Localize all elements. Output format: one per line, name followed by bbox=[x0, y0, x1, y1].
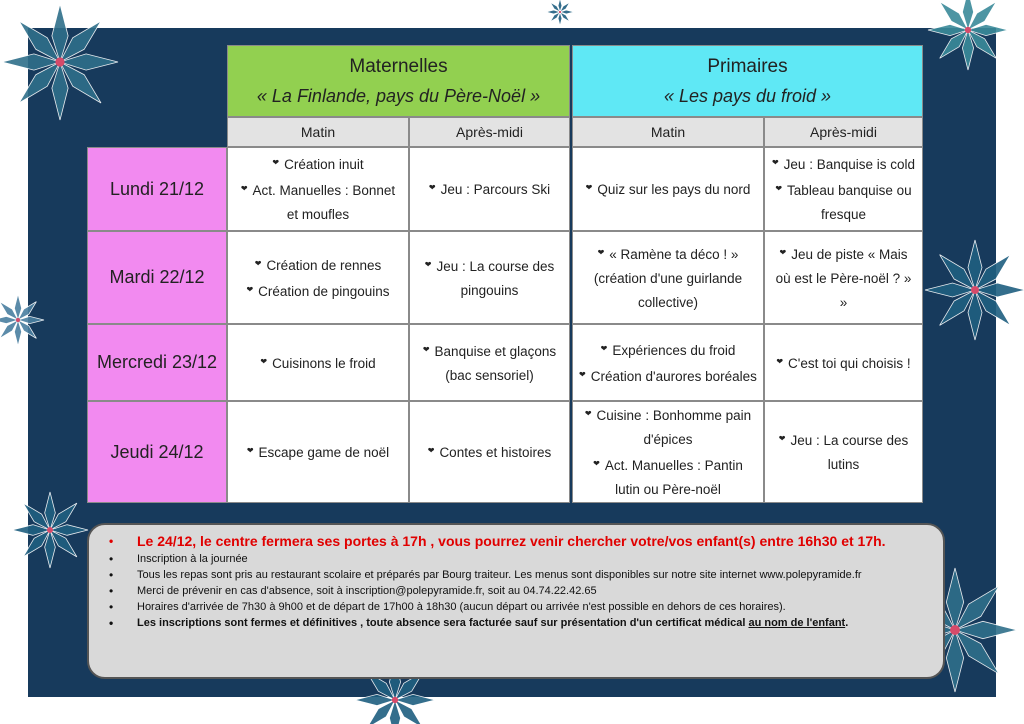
snowflake-icon bbox=[2, 4, 118, 120]
primaires-title: Primaires bbox=[707, 55, 788, 77]
activity-cell-pri-am bbox=[764, 231, 923, 324]
maternelles-header bbox=[227, 45, 570, 117]
activity-item: ❤ Cuisine : Bonhomme pain d'épices bbox=[579, 402, 757, 452]
activity-cell-mat-am bbox=[409, 231, 570, 324]
pri-matin-header: Matin bbox=[572, 117, 764, 147]
activity-item: ❤ Jeu : La course des pingouins bbox=[416, 253, 563, 303]
maternelles-title: Maternelles bbox=[349, 55, 448, 77]
activity-cell-pri-matin bbox=[572, 147, 764, 231]
activity-cell-pri-am bbox=[764, 147, 923, 231]
activity-item: ❤ Escape game de noël bbox=[247, 439, 389, 465]
activity-cell-mat-am bbox=[409, 324, 570, 401]
snowflake-icon bbox=[928, 0, 1008, 70]
day-label: Mercredi 23/12 bbox=[87, 324, 227, 401]
primaires-header bbox=[572, 45, 923, 117]
final-notice-end: . bbox=[845, 617, 849, 629]
activity-item: ❤ Création de pingouins bbox=[246, 278, 389, 304]
day-label: Lundi 21/12 bbox=[87, 147, 227, 231]
snowflake-icon bbox=[925, 240, 1024, 340]
activity-item: ❤ Création de rennes bbox=[255, 252, 382, 278]
activity-item: ❤ Contes et histoires bbox=[428, 439, 552, 465]
activity-cell-mat-matin bbox=[227, 324, 409, 401]
activity-cell-pri-matin bbox=[572, 324, 764, 401]
snowflake-icon bbox=[12, 492, 88, 568]
absence-notice: • Merci de prévenir en cas d'absence, soit à inscription@polepyramide.fr, soit au 04.74.22.42.65 bbox=[109, 583, 929, 599]
final-notice-main: Les inscriptions sont fermes et définitives , toute absence sera facturée sauf sur présentation d'un certificat médical bbox=[137, 617, 749, 629]
activity-item: ❤ « Ramène ta déco ! » (création d'une guirlande collective) bbox=[579, 241, 757, 315]
activity-item: ❤ Création inuit bbox=[272, 151, 363, 177]
activity-cell-mat-matin bbox=[227, 231, 409, 324]
hours-notice: • Horaires d'arrivée de 7h30 à 9h00 et de départ de 17h00 à 18h30 (aucun départ ou arrivée n'est possible en dehors de ces horaires). bbox=[109, 599, 929, 615]
activity-cell-mat-matin bbox=[227, 401, 409, 503]
activity-cell-pri-matin bbox=[572, 401, 764, 503]
activity-item: ❤ Banquise et glaçons (bac sensoriel) bbox=[416, 338, 563, 388]
pri-am-header: Après-midi bbox=[764, 117, 923, 147]
activity-item: ❤ Cuisinons le froid bbox=[260, 350, 375, 376]
activity-item: ❤ Création d'aurores boréales bbox=[579, 363, 757, 389]
activity-item: ❤ Act. Manuelles : Bonnet et moufles bbox=[234, 177, 402, 227]
day-label: Mardi 22/12 bbox=[87, 231, 227, 324]
activity-item: ❤ Expériences du froid bbox=[601, 337, 736, 363]
activity-cell-mat-am bbox=[409, 147, 570, 231]
final-notice-underlined: au nom de l'enfant bbox=[748, 617, 846, 629]
activity-item: ❤ Jeu de piste « Mais où est le Père-noël ? » » bbox=[771, 241, 916, 315]
activity-item: ❤ Quiz sur les pays du nord bbox=[586, 176, 751, 202]
activity-cell-pri-am bbox=[764, 324, 923, 401]
final-notice bbox=[109, 615, 929, 631]
snowflake-icon bbox=[0, 294, 44, 346]
activity-cell-mat-am bbox=[409, 401, 570, 503]
info-box bbox=[87, 523, 945, 679]
activity-cell-pri-am bbox=[764, 401, 923, 503]
activity-item: ❤ Tableau banquise ou fresque bbox=[771, 177, 916, 227]
activity-item: ❤ Jeu : Banquise is cold bbox=[772, 151, 915, 177]
mat-matin-header: Matin bbox=[227, 117, 409, 147]
mat-am-header: Après-midi bbox=[409, 117, 570, 147]
primaires-theme: « Les pays du froid » bbox=[663, 85, 832, 106]
closing-notice: • Le 24/12, le centre fermera ses portes à 17h , vous pourrez venir chercher votre/vos enfant(s) entre 16h30 et 17h. bbox=[109, 531, 929, 551]
activity-cell-pri-matin bbox=[572, 231, 764, 324]
inscription-notice: • Inscription à la journée bbox=[109, 551, 929, 567]
activity-item: ❤ Jeu : Parcours Ski bbox=[429, 176, 550, 202]
snowflake-icon bbox=[546, 0, 574, 26]
activity-item: ❤ Act. Manuelles : Pantin lutin ou Père-noël bbox=[579, 452, 757, 502]
activity-item: ❤ Jeu : La course des lutins bbox=[771, 427, 916, 477]
maternelles-theme: « La Finlande, pays du Père-Noël » bbox=[256, 85, 541, 106]
activity-item: ❤ C'est toi qui choisis ! bbox=[776, 350, 910, 376]
day-label: Jeudi 24/12 bbox=[87, 401, 227, 503]
meals-notice: • Tous les repas sont pris au restaurant scolaire et préparés par Bourg traiteur. Les menus sont disponibles sur notre site internet www.polepyramide.fr bbox=[109, 567, 929, 583]
activity-cell-mat-matin bbox=[227, 147, 409, 231]
